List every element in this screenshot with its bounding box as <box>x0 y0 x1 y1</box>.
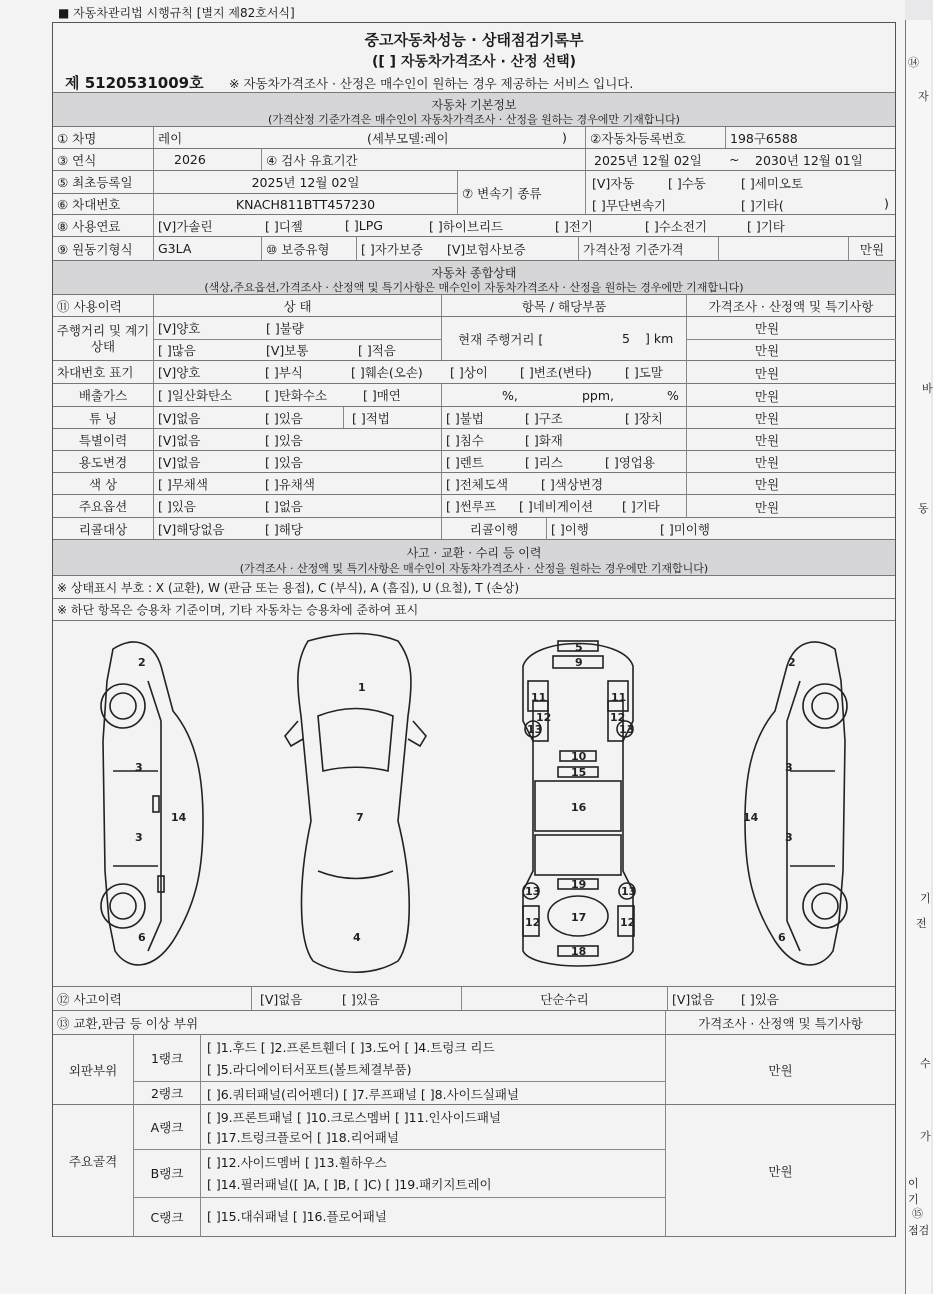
usage-price-unit: 만원 <box>754 455 780 470</box>
tuning-yes: [ ]있음 <box>265 410 303 426</box>
vin-mark-altered: [ ]변조(변타) <box>520 365 592 380</box>
status-symbols: ※ 상태표시 부호 : X (교환), W (판금 또는 용접), C (부식), A (흠집), U (요철), T (손상) <box>57 580 520 595</box>
outer-price-unit: 만원 <box>665 1035 895 1104</box>
recall-none: [V]해당없음 <box>153 518 263 539</box>
tuning-none: [V]없음 <box>153 407 253 428</box>
accident-note: (가격조사 · 산정액 및 특기사항은 매수인이 자동차가격조사 · 산정을 원하는 경우에만 기재합니다) <box>239 562 709 575</box>
diagram-label-frame-17: 17 <box>571 911 587 924</box>
diagram-label-frame-12b: 12 <box>610 711 626 724</box>
special-yes: [ ]있음 <box>265 432 303 448</box>
recall-yes: [ ]해당 <box>265 521 303 537</box>
emission-label: 배출가스 <box>78 388 128 403</box>
rank2-label: 2랭크 <box>150 1086 184 1101</box>
row-color <box>53 473 895 495</box>
recall-label: 리콜대상 <box>78 521 128 537</box>
row-parts-header <box>53 1011 895 1035</box>
usage-yes: [ ]있음 <box>265 454 303 470</box>
trans-cvt: [ ]무단변속기 <box>592 198 667 213</box>
outer-panels-label: 외판부위 <box>68 1062 118 1078</box>
usage-business: [ ]영업용 <box>605 454 655 470</box>
row-tuning <box>53 407 895 429</box>
col-item: 항목 / 해당부품 <box>441 295 686 316</box>
recall-not-done: [ ]미이행 <box>660 521 710 537</box>
option-label: 주요옵션 <box>78 499 128 514</box>
special-flood: [ ]침수 <box>441 429 521 450</box>
price-base-unit: 만원 <box>848 237 895 260</box>
emission-unit-3: % <box>667 387 679 403</box>
rank2-line1: [ ]6.쿼터패널(리어펜더) [ ]7.루프패널 [ ]8.사이드실패널 <box>207 1087 520 1102</box>
fuel-diesel: [ ]디젤 <box>265 218 303 234</box>
tuning-price-unit: 만원 <box>754 411 780 426</box>
frame-price-unit: 만원 <box>665 1105 895 1236</box>
fuel-hybrid: [ ]하이브리드 <box>429 218 504 234</box>
diagram-label-frame-5: 5 <box>575 641 583 654</box>
trans-semi: [ ]세미오토 <box>741 176 804 191</box>
row-accident-history <box>53 987 895 1011</box>
accident-history-none: [V]없음 <box>251 987 321 1010</box>
diagram-label-frame-12d: 12 <box>620 916 636 929</box>
parts-price-header: 가격조사 · 산정액 및 특기사항 <box>665 1011 895 1034</box>
emission-price-unit: 만원 <box>754 388 780 404</box>
diagram-label-frame-10: 10 <box>571 750 587 763</box>
emission-unit-2: ppm, <box>582 387 615 403</box>
basic-info-note: (가격산정 기준가격은 매수인이 자동차가격조사 · 산정을 원하는 경우에만 기재합니다) <box>268 113 680 126</box>
validity-from: 2025년 12월 02일 <box>585 149 711 170</box>
mileage-bad: [ ]불량 <box>266 321 304 336</box>
adjacent-mark-9: 점검 <box>908 1224 930 1237</box>
fuel-lpg: [ ]LPG <box>345 218 383 233</box>
year-label: ③ 연식 <box>57 152 97 168</box>
special-fire: [ ]화재 <box>525 432 563 448</box>
car-name-label: ① 차명 <box>57 130 97 146</box>
current-mileage-value: 5 <box>622 331 630 346</box>
rankB-line1: [ ]12.사이드멤버 [ ]13.휠하우스 <box>207 1155 387 1170</box>
diagram-label-top-7: 7 <box>356 811 364 824</box>
accident-history-yes: [ ]있음 <box>342 991 380 1007</box>
rank1-line2: [ ]5.라디에이터서포트(볼트체결부품) <box>207 1062 412 1077</box>
warranty-self: [ ]자가보증 <box>356 237 446 260</box>
row-car-name <box>53 127 895 149</box>
trans-auto: [V]자동 <box>592 176 635 191</box>
basic-info-title: 자동차 기본정보 <box>431 98 517 112</box>
diagram-label-right-6: 6 <box>778 931 786 944</box>
first-reg-label: ⑤ 최초등록일 <box>57 175 133 190</box>
color-achromatic: [ ]무채색 <box>153 473 253 494</box>
usage-none: [V]없음 <box>153 451 253 472</box>
adjacent-mark-14: ⑭ <box>908 56 919 69</box>
col-price: 가격조사 · 산정액 및 특기사항 <box>686 295 895 316</box>
option-other: [ ]기타 <box>622 499 660 514</box>
current-mileage-label: 현재 주행거리 [ <box>441 317 581 360</box>
usage-rent: [ ]렌트 <box>441 451 521 472</box>
row-year <box>53 149 895 171</box>
row-fuel <box>53 215 895 237</box>
row-recall <box>53 518 895 540</box>
color-label: 색 상 <box>88 476 118 492</box>
special-price-unit: 만원 <box>754 433 780 448</box>
vin-mark-painted: [ ]도말 <box>625 365 663 380</box>
color-chromatic: [ ]유채색 <box>265 476 315 492</box>
warranty-label: ⑩ 보증유형 <box>261 237 356 260</box>
color-change: [ ]색상변경 <box>541 476 604 492</box>
diagram-label-frame-15: 15 <box>571 766 587 779</box>
mileage-few: [ ]적음 <box>358 343 396 358</box>
mileage-normal: [V]보통 <box>266 343 309 358</box>
status-columns <box>53 295 895 317</box>
tuning-structure: [ ]구조 <box>525 410 563 426</box>
diagram-label-frame-16: 16 <box>571 801 587 814</box>
row-engine <box>53 237 895 261</box>
diagram-label-frame-18: 18 <box>571 945 587 958</box>
car-top-view <box>285 634 426 973</box>
adjacent-mark-7: 가 <box>920 1130 931 1143</box>
status-note: (색상,주요옵션,가격조사 · 산정액 및 특기사항은 매수인이 자동차가격조사 · 산정을 원하는 경우에만 기재합니다) <box>204 281 744 294</box>
adjacent-mark-3: 동 <box>918 502 929 515</box>
first-reg-value: 2025년 12월 02일 <box>153 171 457 193</box>
title-block <box>53 23 895 93</box>
car-left-side <box>101 642 203 965</box>
simple-repair-none: [V]없음 <box>667 987 737 1010</box>
emission-unit-1: %, <box>441 384 521 406</box>
document-number: 제 5120531009호 <box>65 74 204 92</box>
mileage-good: [V]양호 <box>158 321 201 336</box>
adjacent-mark-4: 기 <box>920 892 931 905</box>
vin-mark-corrosion: [ ]부식 <box>265 365 303 380</box>
mileage-many: [ ]많음 <box>158 343 196 358</box>
rankC-line1: [ ]15.대쉬패널 [ ]16.플로어패널 <box>207 1209 387 1224</box>
vin-value: KNACH811BTT457230 <box>153 193 457 215</box>
adjacent-mark-1: 자 <box>918 90 929 103</box>
fuel-hydrogen: [ ]수소전기 <box>645 218 708 234</box>
adjacent-mark-15: ⑮ <box>912 1207 923 1220</box>
row-emission <box>53 384 895 407</box>
diagram-label-frame-9: 9 <box>575 656 583 669</box>
rankB-label: B랭크 <box>150 1166 184 1181</box>
diagram-label-left-14: 14 <box>171 811 187 824</box>
fuel-other: [ ]기타 <box>747 218 785 234</box>
diagram-label-frame-11b: 11 <box>611 691 627 704</box>
emission-co: [ ]일산화탄소 <box>153 384 263 406</box>
diagram-label-frame-19: 19 <box>571 878 587 891</box>
color-full-paint: [ ]전체도색 <box>441 473 541 494</box>
reg-no-label: ②자동차등록번호 <box>585 127 725 148</box>
vin-mark-damage: [ ]훼손(오손) <box>351 365 423 380</box>
row-special <box>53 429 895 451</box>
diagram-label-frame-13b: 13 <box>619 723 635 736</box>
adjacent-mark-2: 바 <box>922 382 933 395</box>
transmission-label: ⑦ 변속기 종류 <box>457 171 585 214</box>
vin-mark-good: [V]양호 <box>153 361 253 383</box>
trans-other-close: ) <box>884 196 889 211</box>
rankA-line2: [ ]17.트렁크플로어 [ ]18.리어패널 <box>207 1130 399 1145</box>
fuel-label: ⑧ 사용연료 <box>57 218 121 234</box>
car-diagrams <box>53 621 895 986</box>
status-title: 자동차 종합상태 <box>431 266 517 280</box>
emission-hc: [ ]탄화수소 <box>265 388 328 403</box>
recall-done: [ ]이행 <box>546 518 646 539</box>
vin-mark-label: 차대번호 표기 <box>57 365 134 380</box>
diagram-label-top-4: 4 <box>353 931 361 944</box>
emission-smoke: [ ]매연 <box>363 388 401 403</box>
option-yes: [ ]있음 <box>153 495 253 517</box>
parts-section-label: ⑬ 교환,판금 등 이상 부위 <box>57 1015 199 1031</box>
diagram-label-frame-13c: 13 <box>525 885 541 898</box>
accident-title: 사고 · 교환 · 수리 등 이력 <box>406 546 542 560</box>
adjacent-page <box>905 20 931 1294</box>
reg-no-value: 198구6588 <box>725 127 895 148</box>
recall-done-label: 리콜이행 <box>441 518 546 539</box>
car-right-side <box>745 642 847 965</box>
accident-header <box>53 540 895 576</box>
option-price-unit: 만원 <box>754 499 780 515</box>
form-title: 중고자동차성능 · 상태점검기록부 <box>364 31 584 49</box>
diagram-label-frame-12c: 12 <box>525 916 541 929</box>
price-base-value <box>718 237 848 260</box>
col-history: ⑪ 사용이력 <box>57 298 122 314</box>
fuel-electric: [ ]전기 <box>555 218 593 234</box>
diagram-label-right-3b: 3 <box>785 831 793 844</box>
rankA-label: A랭크 <box>150 1120 184 1135</box>
year-value: 2026 <box>153 149 261 170</box>
row-options <box>53 495 895 518</box>
mileage-label: 주행거리 및 계기상태 <box>56 323 150 354</box>
form-subtitle: ([ ] 자동차가격조사 · 산정 선택) <box>371 54 577 70</box>
diagram-label-right-2: 2 <box>788 656 796 669</box>
main-frame-label: 주요골격 <box>68 1154 118 1169</box>
tuning-illegal: [ ]불법 <box>441 407 521 428</box>
accident-history-label: ⑫ 사고이력 <box>57 991 122 1007</box>
sub-model-value: (세부모델:레이 <box>367 130 449 146</box>
form-table <box>52 22 896 1237</box>
row-outer-panels <box>53 1035 895 1105</box>
tuning-legal: [ ]적법 <box>343 407 441 428</box>
row-usage <box>53 451 895 473</box>
adjacent-mark-8: 이 기 <box>908 1177 919 1206</box>
tuning-device: [ ]장치 <box>625 410 663 426</box>
adjacent-mark-5: 전 <box>916 917 927 930</box>
adjacent-mark-6: 수 <box>920 1057 931 1070</box>
simple-repair-yes: [ ]있음 <box>741 991 779 1007</box>
diagram-label-frame-11a: 11 <box>531 691 547 704</box>
sub-model-close: ) <box>562 130 567 145</box>
mileage-price-unit-2: 만원 <box>754 343 780 358</box>
diagram-label-frame-13d: 13 <box>621 885 637 898</box>
rank1-label: 1랭크 <box>150 1051 184 1066</box>
row-note <box>53 599 895 621</box>
vin-mark-diff: [ ]상이 <box>450 365 488 380</box>
rankA-line1: [ ]9.프론트패널 [ ]10.크로스멤버 [ ]11.인사이드패널 <box>207 1110 502 1125</box>
standard-note: ※ 하단 항목은 승용차 기준이며, 기타 자동차는 승용차에 준하여 표시 <box>57 603 419 617</box>
diagram-label-left-6: 6 <box>138 931 146 944</box>
diagram-label-left-3b: 3 <box>135 831 143 844</box>
car-diagram-area <box>53 621 895 987</box>
row-main-frame <box>53 1105 895 1237</box>
trans-manual: [ ]수동 <box>668 176 706 191</box>
warranty-insurance: [V]보험사보증 <box>447 241 526 257</box>
car-name-value: 레이 <box>153 127 363 148</box>
rankB-line2: [ ]14.필러패널([ ]A, [ ]B, [ ]C) [ ]19.패키지트레이 <box>207 1177 492 1192</box>
simple-repair-label: 단순수리 <box>461 987 667 1010</box>
validity-sep: ~ <box>729 152 740 167</box>
diagram-label-frame-13a: 13 <box>527 723 543 736</box>
special-none: [V]없음 <box>153 429 253 450</box>
status-header <box>53 261 895 295</box>
rank1-line1: [ ]1.후드 [ ]2.프론트휀더 [ ]3.도어 [ ]4.트렁크 리드 <box>207 1040 495 1055</box>
trans-other: [ ]기타( <box>741 198 784 213</box>
rankC-label: C랭크 <box>150 1210 184 1225</box>
row-first-reg-transmission <box>53 171 895 215</box>
diagram-label-frame-12a: 12 <box>536 711 552 724</box>
tuning-label: 튜 닝 <box>88 410 118 426</box>
vin-mark-price-unit: 만원 <box>754 365 780 381</box>
row-mileage <box>53 317 895 361</box>
engine-label: ⑨ 원동기형식 <box>57 241 133 257</box>
validity-to: 2030년 12월 01일 <box>755 152 863 168</box>
service-notice: ※ 자동차가격조사 · 산정은 매수인이 원하는 경우 제공하는 서비스 입니다. <box>229 76 634 91</box>
vin-label: ⑥ 차대번호 <box>57 197 121 212</box>
diagram-label-left-3a: 3 <box>135 761 143 774</box>
validity-label: ④ 검사 유효기간 <box>261 149 585 170</box>
usage-lease: [ ]리스 <box>525 454 563 470</box>
decree-label: ■ 자동차관리법 시행규칙 [별지 제82호서식] <box>58 6 295 20</box>
diagram-label-right-14: 14 <box>743 811 759 824</box>
basic-info-header <box>53 93 895 127</box>
mileage-price-unit-1: 만원 <box>754 321 780 336</box>
option-navigation: [ ]네비게이션 <box>519 499 594 514</box>
price-base-label: 가격산정 기준가격 <box>578 237 718 260</box>
engine-value: G3LA <box>153 237 261 260</box>
option-no: [ ]없음 <box>265 499 303 514</box>
diagram-label-left-2: 2 <box>138 656 146 669</box>
diagram-label-top-1: 1 <box>358 681 366 694</box>
diagram-label-right-3a: 3 <box>785 761 793 774</box>
current-mileage-unit: ] km <box>645 331 674 346</box>
row-symbols <box>53 576 895 599</box>
option-sunroof: [ ]썬루프 <box>441 495 521 517</box>
row-vin-mark <box>53 361 895 384</box>
usage-label: 용도변경 <box>78 454 128 470</box>
fuel-gasoline: [V]가솔린 <box>153 215 261 236</box>
special-label: 특별이력 <box>78 432 128 448</box>
col-state: 상 태 <box>153 295 441 316</box>
color-price-unit: 만원 <box>754 477 780 492</box>
